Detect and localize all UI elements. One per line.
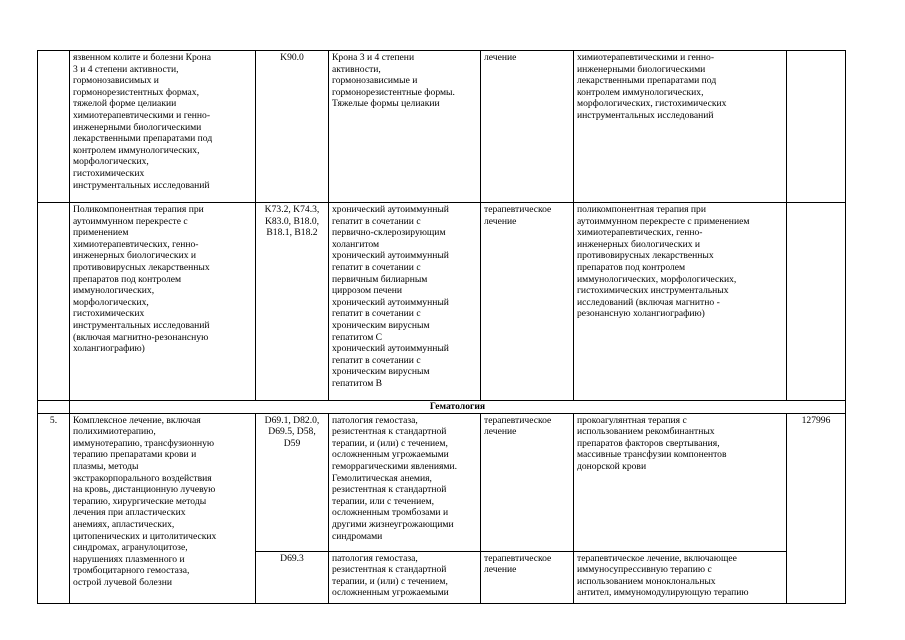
text-line: донорской крови	[577, 460, 647, 472]
text-line: Тяжелые формы целиакии	[332, 98, 440, 110]
text-line: терапии, и (или) с течением,	[332, 575, 448, 587]
text-line: исследований (включая магнитно -	[577, 296, 720, 308]
section-row	[38, 401, 846, 414]
text-line: препаратов под контролем	[73, 273, 182, 285]
text-line: лечения при апластических	[73, 507, 186, 519]
text-line: препаратов факторов свертывания,	[577, 437, 720, 449]
text-line: тромбоцитарного гемостаза,	[73, 565, 190, 577]
text-line: химиотерапевтическими и генно-	[73, 109, 211, 121]
text-line: гистохимических	[73, 308, 145, 320]
text-line: нарушениях плазменного и	[73, 553, 185, 565]
text-line: хронический аутоиммунный	[332, 343, 449, 355]
text-line: аутоиммунном перекресте с применением	[577, 215, 750, 227]
text-line: морфологических,	[73, 156, 149, 168]
text-line: терапевтическое лечение, включающее	[577, 552, 737, 564]
text-line: иммуносупрессивную терапию с	[577, 564, 712, 576]
row-number-cell: 5.	[38, 413, 70, 603]
text-line: гепатит в сочетании с	[332, 261, 421, 273]
text-line: терапии, и (или) с течением,	[332, 437, 448, 449]
text-line: терапевтическое	[484, 552, 552, 564]
care-type-cell	[70, 413, 256, 603]
text-line: гистохимических инструментальных	[577, 285, 729, 297]
text-line: гепатит в сочетании с	[332, 354, 421, 366]
text-line: лечение	[484, 215, 517, 227]
text-line: морфологических, гистохимических	[577, 98, 727, 110]
text-line: использованием моноклональных	[577, 575, 716, 587]
treatment-type-cell	[481, 551, 574, 603]
text-line: на кровь, дистанционную лучевую	[73, 484, 216, 496]
text-line: K83.0, B18.0,	[264, 215, 320, 227]
text-line: гепатит в сочетании с	[332, 308, 421, 320]
text-line: гормонозависимые и	[332, 75, 418, 87]
text-line: хроническим вирусным	[332, 319, 430, 331]
text-line: гормонорезистентные формы.	[332, 86, 455, 98]
text-line: циррозом печени	[332, 285, 402, 297]
text-line: контролем иммунологических,	[73, 144, 200, 156]
row-number-cell	[38, 203, 70, 401]
text-line: прокоагулянтная терапия с	[577, 414, 687, 426]
text-line: терапию препаратами крови и	[73, 449, 197, 461]
text-line: экстракорпорального воздействия	[73, 472, 212, 484]
patient-model-cell	[329, 413, 481, 551]
text-line: B18.1, B18.2	[266, 227, 318, 239]
section-spacer-cell	[38, 401, 70, 414]
treatment-method-cell	[574, 203, 787, 401]
text-line: плазмы, методы	[73, 460, 139, 472]
text-line: 3 и 4 степени активности,	[73, 63, 179, 75]
patient-model-cell	[329, 551, 481, 603]
icd-codes-cell: K90.0	[256, 51, 329, 203]
text-line: осложненным угрожаемыми	[332, 449, 449, 461]
funding-norm-cell: 127996	[787, 413, 846, 603]
text-line: лекарственными препаратами под	[577, 75, 717, 87]
text-line: терапии, или с течением,	[332, 495, 434, 507]
text-line: хронический аутоиммунный	[332, 296, 449, 308]
text-line: Комплексное лечение, включая	[73, 414, 201, 426]
text-line: резистентная к стандартной	[332, 484, 447, 496]
text-line: применением	[73, 227, 129, 239]
text-line: цитопенических и цитолитических	[73, 530, 217, 542]
treatment-type-cell	[481, 413, 574, 551]
icd-codes-cell	[256, 203, 329, 401]
text-line: осложненным угрожаемыми	[332, 587, 449, 599]
text-line: использованием рекомбинантных	[577, 426, 715, 438]
text-line: гормонозависимых и	[73, 75, 159, 87]
text-line: препаратов под контролем	[577, 261, 686, 273]
table-row	[38, 203, 846, 401]
treatment-type-cell	[481, 203, 574, 401]
text-line: морфологических,	[73, 296, 149, 308]
text-line: резистентная к стандартной	[332, 426, 447, 438]
text-line: первично-склерозирующим	[332, 227, 446, 239]
text-line: холангитом	[332, 238, 380, 250]
text-line: контролем иммунологических,	[577, 86, 704, 98]
text-line: патология гемостаза,	[332, 552, 418, 564]
text-line: лекарственными препаратами под	[73, 133, 213, 145]
text-line: анемиях, апластических,	[73, 518, 175, 530]
text-line: гепатит в сочетании с	[332, 215, 421, 227]
text-line: активности,	[332, 63, 381, 75]
text-line: лечение	[484, 564, 517, 576]
text-line: терапевтическое	[484, 414, 552, 426]
text-line: поликомпонентная терапия при	[577, 204, 706, 215]
text-line: первичным билиарным	[332, 273, 428, 285]
text-line: резонансную холангиографию)	[577, 308, 705, 320]
funding-norm-cell	[787, 51, 846, 203]
text-line: химиотерапевтических, генно-	[73, 238, 199, 250]
table-row	[38, 413, 846, 551]
patient-model-cell	[329, 51, 481, 203]
text-line: хронический аутоиммунный	[332, 204, 449, 215]
text-line: инженерными биологическими	[73, 121, 202, 133]
text-line: химиотерапевтическими и генно-	[577, 52, 715, 63]
icd-codes-cell: D69.3	[256, 551, 329, 603]
text-line: синдромах, агранулоцитозе,	[73, 542, 188, 554]
text-line: полихимиотерапию,	[73, 426, 156, 438]
icd-codes-cell	[256, 413, 329, 551]
text-line: лечение	[484, 426, 517, 438]
text-line: терапию, хирургические методы	[73, 495, 207, 507]
text-line: синдромами	[332, 530, 383, 542]
text-line: Гемолитическая анемия,	[332, 472, 432, 484]
text-line: антител, иммуномодулирующую терапию	[577, 587, 749, 599]
treatment-type-cell: лечение	[481, 51, 574, 203]
text-line: другими жизнеугрожающими	[332, 518, 454, 530]
text-line: инструментальных исследований	[577, 109, 714, 121]
text-line: D59	[283, 437, 301, 449]
text-line: Крона 3 и 4 степени	[332, 52, 415, 63]
text-line: инструментальных исследований	[73, 179, 210, 191]
treatment-method-cell	[574, 551, 787, 603]
text-line: резистентная к стандартной	[332, 564, 447, 576]
text-line: иммунологических,	[73, 285, 155, 297]
text-line: гистохимических	[73, 167, 145, 179]
care-type-cell	[70, 203, 256, 401]
text-line: гепатитом B	[332, 377, 383, 389]
text-line: аутоиммунном перекресте с	[73, 215, 188, 227]
treatment-method-cell	[574, 51, 787, 203]
text-line: тяжелой форме целиакии	[73, 98, 177, 110]
text-line: терапевтическое	[484, 204, 552, 215]
patient-model-cell	[329, 203, 481, 401]
text-line: инженерными биологическими	[577, 63, 706, 75]
text-line: K73.2, K74.3,	[264, 204, 320, 215]
table-row	[38, 51, 846, 203]
text-line: инженерных биологических и	[73, 250, 197, 262]
medical-care-table	[37, 50, 846, 604]
text-line: холангиографию)	[73, 343, 145, 355]
section-title: Гематология	[70, 401, 846, 414]
text-line: иммунотерапию, трансфузионную	[73, 437, 215, 449]
care-type-cell	[70, 51, 256, 203]
text-line: иммунологических, морфологических,	[577, 273, 737, 285]
text-line: инструментальных исследований	[73, 319, 210, 331]
text-line: осложненным тромбозами и	[332, 507, 449, 519]
text-line: Поликомпонентная терапия при	[73, 204, 204, 215]
text-line: язвенном колите и болезни Крона	[73, 52, 211, 63]
text-line: гормонорезистентных формах,	[73, 86, 199, 98]
funding-norm-cell	[787, 203, 846, 401]
text-line: патология гемостаза,	[332, 414, 418, 426]
row-number-cell	[38, 51, 70, 203]
text-line: противовирусных лекарственных	[73, 261, 210, 273]
text-line: геморрагическими явлениями.	[332, 460, 457, 472]
text-line: острой лучевой болезни	[73, 576, 172, 588]
text-line: D69.5, D58,	[268, 426, 316, 438]
text-line: противовирусных лекарственных	[577, 250, 714, 262]
text-line: D69.1, D82.0,	[264, 414, 320, 426]
text-line: (включая магнитно-резонансную	[73, 331, 209, 343]
text-line: инженерных биологических и	[577, 238, 701, 250]
text-line: хронический аутоиммунный	[332, 250, 449, 262]
text-line: массивные трансфузии компонентов	[577, 449, 727, 461]
text-line: химиотерапевтических, генно-	[577, 227, 703, 239]
text-line: хроническим вирусным	[332, 366, 430, 378]
text-line: гепатитом C	[332, 331, 383, 343]
treatment-method-cell	[574, 413, 787, 551]
